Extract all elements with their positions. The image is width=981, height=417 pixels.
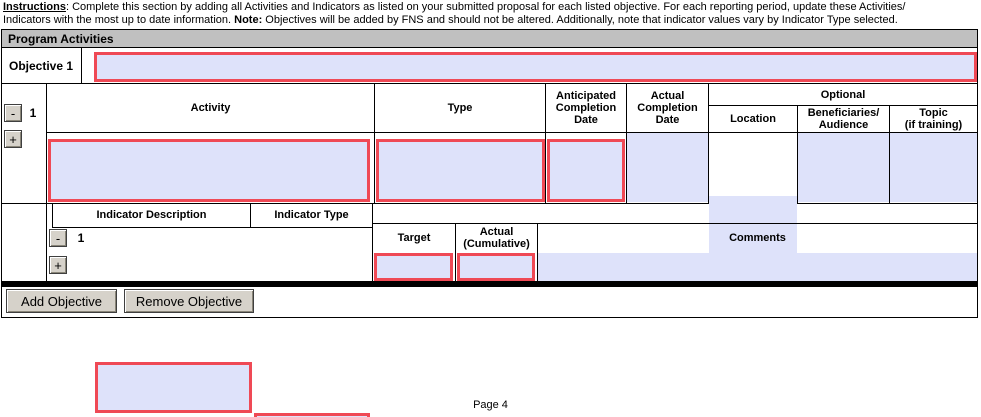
indicator-type-select[interactable] (254, 413, 370, 417)
activity-input[interactable] (48, 139, 370, 202)
section-divider (2, 281, 977, 287)
note-label: Note: (234, 14, 263, 26)
add-indicator-button[interactable]: + (49, 256, 67, 274)
optional-group-header: Optional (820, 88, 866, 101)
topic-column-header: Topic (if training) (904, 106, 963, 131)
program-activities-section (1, 29, 978, 318)
remove-activity-button[interactable]: - (4, 104, 22, 122)
activity-row-number: 1 (29, 106, 37, 120)
beneficiaries-column-header: Beneficiaries/ Audience (807, 106, 880, 131)
section-title: Program Activities (8, 31, 114, 46)
objective-input[interactable] (94, 52, 977, 82)
indicator-row-number: 1 (77, 231, 85, 245)
add-objective-button[interactable]: Add Objective (6, 289, 117, 313)
instructions-text (3, 1, 978, 27)
actual-date-input[interactable] (627, 133, 708, 202)
actual-cumulative-input[interactable] (457, 253, 535, 281)
indicator-description-header: Indicator Description (96, 209, 207, 221)
add-activity-button[interactable]: + (4, 130, 22, 148)
comments-header: Comments (729, 231, 786, 244)
topic-input[interactable] (890, 133, 977, 202)
indicator-type-header: Indicator Type (274, 209, 349, 221)
type-select[interactable] (376, 139, 545, 202)
section-title-bar (2, 30, 977, 48)
anticipated-completion-header: Anticipated Completion Date (555, 90, 617, 126)
actual-completion-header: Actual Completion Date (637, 90, 698, 126)
remove-indicator-button[interactable]: - (49, 229, 67, 247)
type-column-header: Type (447, 102, 473, 114)
comments-input[interactable] (538, 253, 977, 281)
instructions-line-1: Instructions: Complete this section by adding all Activities and Indicators as listed on your submitted proposal for each listed objective. For each reporting period, update these Activities/ (3, 1, 906, 13)
instructions-line-2: Indicators with the most up to date information. Note: Objectives will be added by FNS and should not be altered. Additionally, note that indicator values vary by Indicator Type selected. (3, 14, 898, 26)
remove-objective-button[interactable]: Remove Objective (124, 289, 254, 313)
grid-line (52, 227, 373, 228)
page-number: Page 4 (473, 399, 508, 411)
objective-label: Objective 1 (2, 48, 82, 83)
location-column-header: Location (730, 112, 776, 125)
target-header: Target (397, 231, 431, 244)
beneficiaries-input[interactable] (798, 133, 889, 202)
activity-column-header: Activity (190, 102, 231, 114)
instructions-title: Instructions (3, 1, 66, 13)
actual-cumulative-header: Actual (Cumulative) (463, 225, 530, 250)
target-input[interactable] (374, 253, 453, 281)
anticipated-date-input[interactable] (547, 139, 625, 202)
